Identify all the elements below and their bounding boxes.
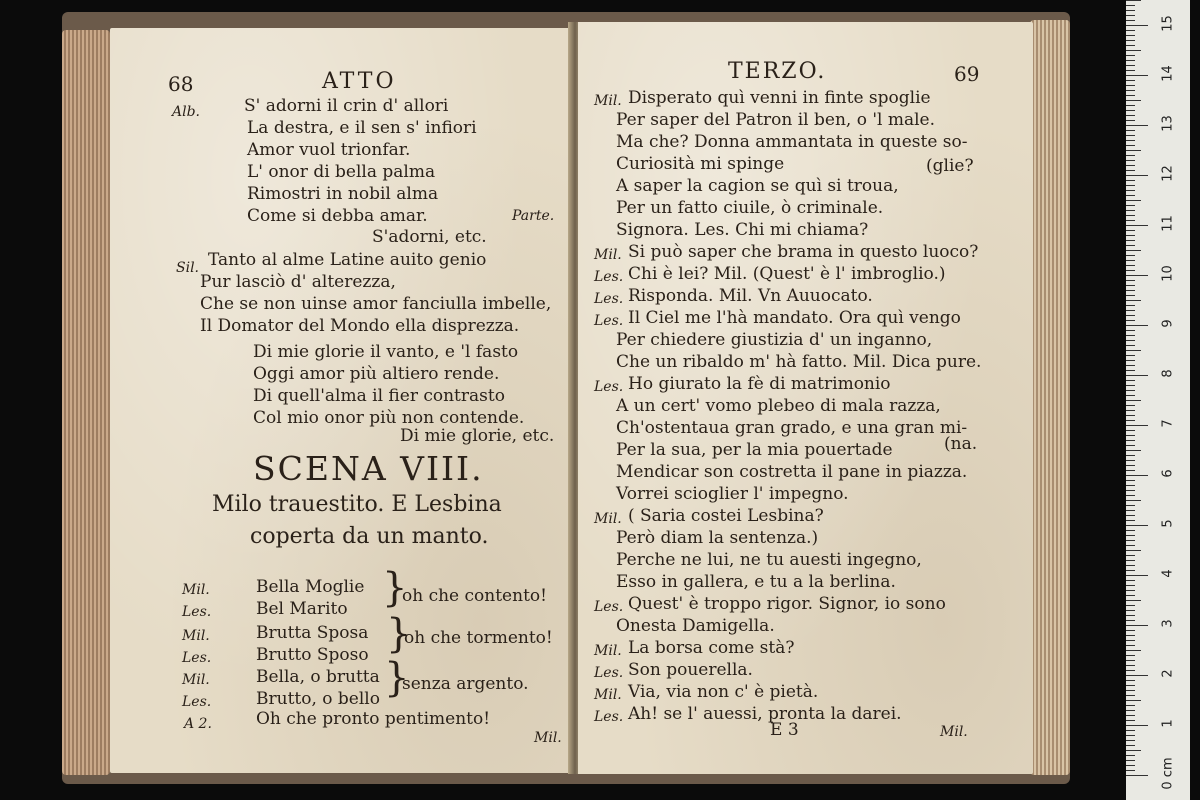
ruler-tick <box>1126 750 1141 751</box>
speaker-label: Les. <box>594 665 624 681</box>
ruler-tick <box>1126 655 1135 656</box>
ruler-tick <box>1126 515 1135 516</box>
ruler-number: 3 <box>1160 619 1176 628</box>
ruler-tick <box>1126 770 1135 771</box>
ruler-tick <box>1126 315 1135 316</box>
text-line: Esso in gallera, e tu a la berlina. <box>616 572 896 592</box>
ruler-tick <box>1126 495 1135 496</box>
aria2-line: Di quell'alma il fier contrasto <box>253 386 505 406</box>
ruler-tick <box>1126 290 1135 291</box>
ruler-tick <box>1126 450 1141 451</box>
ruler-tick <box>1126 165 1135 166</box>
ruler-tick <box>1126 490 1135 491</box>
ruler-tick <box>1126 555 1135 556</box>
ruler-tick <box>1126 85 1135 86</box>
text-line: Per saper del Patron il ben, o 'l male. <box>616 110 936 130</box>
ruler-tick <box>1126 260 1135 261</box>
ruler-tick <box>1126 280 1135 281</box>
speech-line: Pur lasciò d' alterezza, <box>200 272 396 292</box>
ruler-tick <box>1126 125 1148 126</box>
ruler-tick <box>1126 40 1135 41</box>
ruler-number: 14 <box>1160 65 1176 82</box>
ruler-tick <box>1126 435 1135 436</box>
ruler-tick <box>1126 0 1141 1</box>
page-number-right: 69 <box>954 62 980 86</box>
ruler-tick <box>1126 600 1141 601</box>
aria-line: Rimostri in nobil alma <box>247 184 439 204</box>
brace-text: oh che contento! <box>402 586 547 606</box>
ruler-number: 5 <box>1160 519 1176 528</box>
ruler-tick <box>1126 545 1135 546</box>
ruler-tick <box>1126 110 1135 111</box>
text-line: Perche ne lui, ne tu auesti ingegno, <box>616 550 922 570</box>
ruler-tick <box>1126 75 1148 76</box>
ruler-number: 9 <box>1160 319 1176 328</box>
ruler-number: 4 <box>1160 569 1176 578</box>
speaker-label: Mil. <box>594 93 622 109</box>
ruler-tick <box>1126 325 1148 326</box>
duet-speaker: Mil. <box>182 672 210 688</box>
measuring-ruler <box>1126 0 1190 800</box>
scene-description: Milo trauestito. E Lesbina <box>212 492 502 517</box>
ruler-tick <box>1126 465 1135 466</box>
text-line: A un cert' vomo plebeo di mala razza, <box>616 396 941 416</box>
ruler-tick <box>1126 455 1135 456</box>
ruler-tick <box>1126 90 1135 91</box>
text-line: Curiosità mi spinge <box>616 154 785 174</box>
brace-glyph: } <box>382 565 408 611</box>
ruler-tick <box>1126 510 1135 511</box>
ruler-tick <box>1126 765 1135 766</box>
duet-speaker: Les. <box>182 650 212 666</box>
ruler-tick <box>1126 160 1135 161</box>
ruler-tick <box>1126 645 1135 646</box>
ruler-tick <box>1126 150 1141 151</box>
ruler-tick <box>1126 705 1135 706</box>
running-head-left: ATTO <box>322 69 397 94</box>
text-line: Vorrei scioglier l' impegno. <box>616 484 849 504</box>
text-line: Chi è lei? Mil. (Quest' è l' imbroglio.) <box>628 264 946 284</box>
ruler-tick <box>1126 550 1141 551</box>
ruler-tick <box>1126 30 1135 31</box>
catchword-left: Mil. <box>534 730 562 746</box>
ruler-number: 13 <box>1160 115 1176 132</box>
aria2-line: Oggi amor più altiero rende. <box>253 364 500 384</box>
ruler-tick <box>1126 565 1135 566</box>
scene-description: coperta da un manto. <box>250 524 489 549</box>
ruler-tick <box>1126 310 1135 311</box>
ruler-tick <box>1126 235 1135 236</box>
speaker-label: Mil. <box>594 643 622 659</box>
text-line: Ah! se l' auessi, pronta la darei. <box>628 704 902 724</box>
text-line: La borsa come stà? <box>628 638 795 658</box>
ruler-tick <box>1126 50 1141 51</box>
speaker-label: Mil. <box>594 511 622 527</box>
ruler-tick <box>1126 715 1135 716</box>
aria-line: La destra, e il sen s' infiori <box>247 118 477 138</box>
ruler-tick <box>1126 590 1135 591</box>
ruler-tick <box>1126 730 1135 731</box>
ruler-tick <box>1126 635 1135 636</box>
ruler-tick <box>1126 535 1135 536</box>
ruler-tick <box>1126 445 1135 446</box>
ruler-tick <box>1126 255 1135 256</box>
ruler-tick <box>1126 245 1135 246</box>
catchword-right: Mil. <box>940 724 968 740</box>
ruler-tick <box>1126 585 1135 586</box>
speaker-label: Mil. <box>594 687 622 703</box>
ruler-tick <box>1126 220 1135 221</box>
ruler-number: 1 <box>1160 719 1176 728</box>
ruler-tick <box>1126 115 1135 116</box>
speaker-label: Alb. <box>172 104 200 120</box>
ruler-tick <box>1126 710 1135 711</box>
ruler-tick <box>1126 695 1135 696</box>
ruler-tick <box>1126 625 1148 626</box>
duet-speaker: Les. <box>182 604 212 620</box>
ruler-tick <box>1126 175 1148 176</box>
ruler-tick <box>1126 250 1141 251</box>
text-line: Disperato quì venni in finte spoglie <box>628 88 931 108</box>
ruler-tick <box>1126 25 1148 26</box>
ruler-tick <box>1126 360 1135 361</box>
ruler-tick <box>1126 725 1148 726</box>
ruler-tick <box>1126 525 1148 526</box>
brace-glyph: } <box>386 611 412 657</box>
aria2-line: Di mie glorie il vanto, e 'l fasto <box>253 342 519 362</box>
duet-line: Brutta Sposa <box>256 623 369 643</box>
text-line: Però diam la sentenza.) <box>616 528 819 548</box>
ruler-tick <box>1126 305 1135 306</box>
text-line: Per un fatto ciuile, ò criminale. <box>616 198 884 218</box>
ruler-tick <box>1126 425 1148 426</box>
ruler-tick <box>1126 630 1135 631</box>
ruler-tick <box>1126 680 1135 681</box>
ruler-tick <box>1126 485 1135 486</box>
ruler-tick <box>1126 215 1135 216</box>
ruler-tick <box>1126 595 1135 596</box>
ruler-number: 12 <box>1160 165 1176 182</box>
speaker-label: Les. <box>594 313 624 329</box>
brace-text: senza argento. <box>402 674 529 694</box>
ruler-number: 0 cm <box>1160 757 1176 790</box>
ruler-tick <box>1126 20 1135 21</box>
speech-line: Che se non uinse amor fanciulla imbelle, <box>200 294 552 314</box>
scene-title: SCENA VIII. <box>253 449 484 488</box>
ruler-tick <box>1126 540 1135 541</box>
ruler-tick <box>1126 580 1135 581</box>
right-page-edges <box>1030 20 1070 775</box>
ruler-tick <box>1126 430 1135 431</box>
running-head-right: TERZO. <box>728 59 827 84</box>
ruler-tick <box>1126 270 1135 271</box>
ruler-tick <box>1126 65 1135 66</box>
ruler-tick <box>1126 410 1135 411</box>
ruler-tick <box>1126 775 1148 776</box>
ruler-tick <box>1126 365 1135 366</box>
duet-line: Oh che pronto pentimento! <box>256 709 491 729</box>
turnover-text: (na. <box>944 434 978 454</box>
aria2-refrain: Di mie glorie, etc. <box>400 426 555 446</box>
ruler-tick <box>1126 375 1148 376</box>
ruler-tick <box>1126 460 1135 461</box>
text-line: Ho giurato la fè di matrimonio <box>628 374 891 394</box>
ruler-tick <box>1126 135 1135 136</box>
ruler-tick <box>1126 660 1135 661</box>
text-line: Via, via non c' è pietà. <box>628 682 819 702</box>
ruler-tick <box>1126 230 1135 231</box>
ruler-tick <box>1126 320 1135 321</box>
ruler-tick <box>1126 345 1135 346</box>
ruler-tick <box>1126 610 1135 611</box>
aria-line: Come si debba amar. <box>247 206 428 226</box>
signature-mark: E 3 <box>770 720 799 740</box>
ruler-tick <box>1126 615 1135 616</box>
ruler-tick <box>1126 45 1135 46</box>
ruler-tick <box>1126 95 1135 96</box>
ruler-tick <box>1126 440 1135 441</box>
ruler-tick <box>1126 650 1141 651</box>
duet-speaker: Les. <box>182 694 212 710</box>
ruler-tick <box>1126 10 1135 11</box>
ruler-tick <box>1126 740 1135 741</box>
ruler-tick <box>1126 520 1135 521</box>
ruler-tick <box>1126 80 1135 81</box>
ruler-tick <box>1126 505 1135 506</box>
turnover-text: (glie? <box>926 156 974 176</box>
ruler-tick <box>1126 745 1135 746</box>
ruler-tick <box>1126 755 1135 756</box>
ruler-tick <box>1126 285 1135 286</box>
text-line: Ch'ostentaua gran grado, e una gran mi- <box>616 418 968 438</box>
speaker-label: Sil. <box>176 260 199 276</box>
ruler-tick <box>1126 190 1135 191</box>
ruler-tick <box>1126 355 1135 356</box>
text-line: Risponda. Mil. Vn Auuocato. <box>628 286 873 306</box>
ruler-number: 2 <box>1160 669 1176 678</box>
ruler-tick <box>1126 60 1135 61</box>
ruler-tick <box>1126 340 1135 341</box>
speaker-label: Les. <box>594 379 624 395</box>
left-page <box>110 28 574 773</box>
ruler-tick <box>1126 605 1135 606</box>
ruler-tick <box>1126 200 1141 201</box>
ruler-tick <box>1126 405 1135 406</box>
ruler-tick <box>1126 385 1135 386</box>
ruler-tick <box>1126 180 1135 181</box>
ruler-number: 6 <box>1160 469 1176 478</box>
ruler-tick <box>1126 575 1148 576</box>
text-line: Che un ribaldo m' hà fatto. Mil. Dica pure. <box>616 352 982 372</box>
ruler-tick <box>1126 480 1135 481</box>
ruler-tick <box>1126 470 1135 471</box>
brace-text: oh che tormento! <box>404 628 553 648</box>
ruler-tick <box>1126 140 1135 141</box>
text-line: Quest' è troppo rigor. Signor, io sono <box>628 594 946 614</box>
speaker-label: Mil. <box>594 247 622 263</box>
ruler-tick <box>1126 55 1135 56</box>
ruler-number: 10 <box>1160 265 1176 282</box>
duet-line: Brutto Sposo <box>256 645 369 665</box>
duet-speaker: A 2. <box>184 716 212 732</box>
ruler-tick <box>1126 195 1135 196</box>
ruler-tick <box>1126 670 1135 671</box>
ruler-tick <box>1126 185 1135 186</box>
ruler-tick <box>1126 760 1135 761</box>
ruler-tick <box>1126 70 1135 71</box>
ruler-tick <box>1126 330 1135 331</box>
speaker-label: Les. <box>594 269 624 285</box>
text-line: Mendicar son costretta il pane in piazza. <box>616 462 968 482</box>
ruler-tick <box>1126 665 1135 666</box>
ruler-tick <box>1126 530 1135 531</box>
duet-speaker: Mil. <box>182 582 210 598</box>
ruler-tick <box>1126 640 1135 641</box>
ruler-tick <box>1126 475 1148 476</box>
ruler-tick <box>1126 295 1135 296</box>
speech-line: Il Domator del Mondo ella disprezza. <box>200 316 520 336</box>
ruler-tick <box>1126 675 1148 676</box>
text-line: Onesta Damigella. <box>616 616 775 636</box>
ruler-tick <box>1126 5 1135 6</box>
duet-line: Bella Moglie <box>256 577 365 597</box>
ruler-number: 15 <box>1160 15 1176 32</box>
ruler-tick <box>1126 35 1135 36</box>
brace-glyph: } <box>384 655 410 701</box>
ruler-number: 8 <box>1160 369 1176 378</box>
ruler-tick <box>1126 105 1135 106</box>
ruler-tick <box>1126 275 1148 276</box>
text-line: Son pouerella. <box>628 660 753 680</box>
ruler-tick <box>1126 500 1141 501</box>
ruler-tick <box>1126 210 1135 211</box>
ruler-tick <box>1126 720 1135 721</box>
ruler-tick <box>1126 265 1135 266</box>
ruler-tick <box>1126 370 1135 371</box>
ruler-tick <box>1126 130 1135 131</box>
duet-line: Brutto, o bello <box>256 689 380 709</box>
aria-line: S' adorni il crin d' allori <box>244 96 449 116</box>
duet-line: Bel Marito <box>256 599 348 619</box>
speaker-label: Les. <box>594 709 624 725</box>
right-page <box>578 22 1033 774</box>
duet-line: Bella, o brutta <box>256 667 380 687</box>
ruler-tick <box>1126 380 1135 381</box>
text-line: Si può saper che brama in questo luoco? <box>628 242 979 262</box>
ruler-tick <box>1126 390 1135 391</box>
ruler-tick <box>1126 620 1135 621</box>
aria-line: L' onor di bella palma <box>247 162 436 182</box>
ruler-tick <box>1126 120 1135 121</box>
ruler-tick <box>1126 395 1135 396</box>
ruler-tick <box>1126 205 1135 206</box>
duet-speaker: Mil. <box>182 628 210 644</box>
ruler-tick <box>1126 155 1135 156</box>
ruler-tick <box>1126 560 1135 561</box>
ruler-tick <box>1126 700 1141 701</box>
ruler-number: 11 <box>1160 215 1176 232</box>
ruler-tick <box>1126 685 1135 686</box>
stage-direction: Parte. <box>512 208 555 224</box>
ruler-tick <box>1126 350 1141 351</box>
page-number-left: 68 <box>168 72 194 96</box>
ruler-tick <box>1126 400 1141 401</box>
aria-refrain: S'adorni, etc. <box>372 227 487 247</box>
text-line: A saper la cagion se quì si troua, <box>616 176 899 196</box>
ruler-tick <box>1126 15 1135 16</box>
ruler-tick <box>1126 420 1135 421</box>
text-line: Per la sua, per la mia pouertade <box>616 440 893 460</box>
aria2-line: Col mio onor più non contende. <box>253 408 525 428</box>
aria-line: Amor vuol trionfar. <box>247 140 411 160</box>
ruler-tick <box>1126 225 1148 226</box>
ruler-tick <box>1126 145 1135 146</box>
speaker-label: Les. <box>594 291 624 307</box>
left-page-edges <box>62 30 110 775</box>
ruler-tick <box>1126 300 1141 301</box>
ruler-tick <box>1126 100 1141 101</box>
ruler-tick <box>1126 415 1135 416</box>
ruler-number: 7 <box>1160 419 1176 428</box>
ruler-tick <box>1126 690 1135 691</box>
text-line: Il Ciel me l'hà mandato. Ora quì vengo <box>628 308 961 328</box>
text-line: ( Saria costei Lesbina? <box>628 506 824 526</box>
text-line: Signora. Les. Chi mi chiama? <box>616 220 869 240</box>
text-line: Ma che? Donna ammantata in queste so- <box>616 132 968 152</box>
ruler-tick <box>1126 735 1135 736</box>
ruler-tick <box>1126 570 1135 571</box>
speaker-label: Les. <box>594 599 624 615</box>
text-line: Per chiedere giustizia d' un inganno, <box>616 330 933 350</box>
ruler-tick <box>1126 170 1135 171</box>
speech-line: Tanto al alme Latine auito genio <box>208 250 487 270</box>
ruler-tick <box>1126 335 1135 336</box>
ruler-tick <box>1126 240 1135 241</box>
